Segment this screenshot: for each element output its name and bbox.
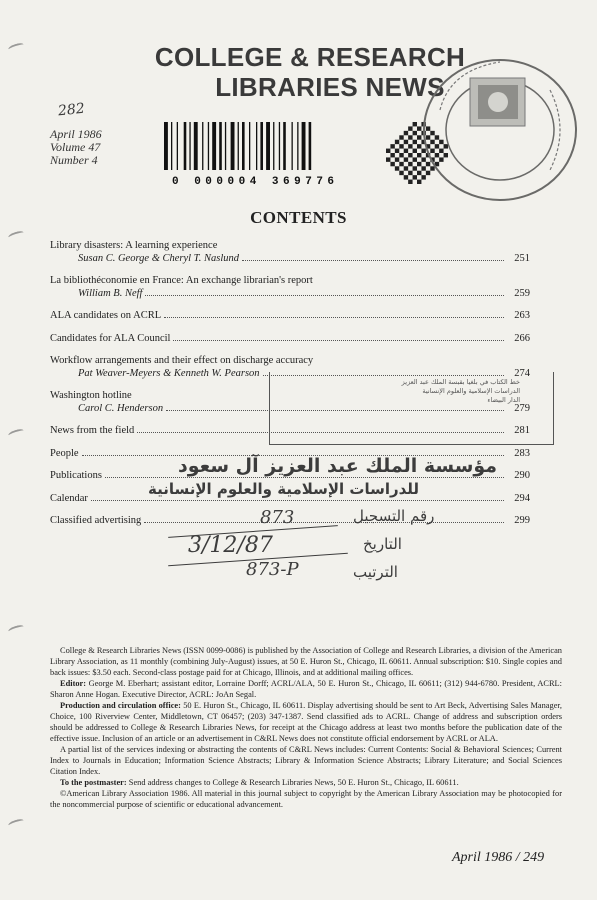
imprint-indexing: A partial list of the services indexing or abstracting the contents of C&RL News includes: Current Contents: Social & Behavioral Sciences; Current Index to Journals in Education; Information Science Abstracts; Library & Information Science Abstracts; Library Literature; and Social Sciences Citation Index. [50, 745, 562, 776]
stamp-label-order: الترتيب [353, 563, 398, 581]
stamp-institution-line2: للدراسات الإسلامية والعلوم الإنسانية [148, 480, 420, 498]
toc-title: ALA candidates on ACRL [50, 310, 162, 321]
toc-author: William B. Neff [78, 287, 143, 299]
toc-title: Publications [50, 470, 102, 481]
binding-hole [7, 624, 24, 635]
barcode-bar [164, 122, 168, 170]
toc-page: 290 [514, 470, 530, 481]
toc-page: 294 [514, 492, 530, 504]
barcode-bar [292, 122, 293, 170]
toc-entry[interactable] [50, 333, 530, 346]
handwritten-number: 282 [57, 100, 86, 120]
checker-square [395, 149, 399, 153]
imprint-copyright: ©American Library Association 1986. All material in this journal subject to copyright by the American Library Association may be photocopied for the noncommercial purpose of scientific or educational advancement. [50, 789, 562, 809]
checker-square [395, 157, 399, 161]
barcode [160, 120, 370, 180]
checker-square [404, 175, 408, 179]
barcode-bar [184, 122, 187, 170]
imprint-block [50, 645, 562, 810]
barcode-bar [238, 122, 239, 170]
barcode-bar [260, 122, 263, 170]
barcode-bar [266, 122, 270, 170]
checker-square [386, 149, 390, 153]
barcode-bar [219, 122, 222, 170]
checker-square [399, 171, 403, 175]
toc-title: Workflow arrangements and their effect on discharge accuracy [50, 355, 314, 366]
issue-number: Number 4 [50, 153, 98, 167]
toc-entry[interactable] [50, 275, 530, 300]
toc-title: People [50, 447, 79, 459]
registration-stamp [148, 455, 498, 605]
barcode-bar [256, 122, 257, 170]
toc-title: La bibliothéconomie en France: An exchange librarian's report [50, 275, 313, 286]
barcode-bar [273, 122, 274, 170]
checker-square [390, 144, 394, 148]
toc-page: 299 [514, 515, 530, 526]
binding-hole [7, 42, 24, 53]
checker-square [386, 157, 390, 161]
binding-hole [7, 230, 24, 241]
barcode-bar [212, 122, 216, 170]
toc-page: 279 [514, 402, 530, 414]
barcode-bar [189, 122, 190, 170]
issue-date: April 1986 [50, 127, 102, 141]
masthead-line2: LIBRARIES NEWS [215, 72, 445, 102]
barcode-bar [297, 122, 298, 170]
toc-page: 266 [514, 332, 530, 344]
checker-square [404, 166, 408, 170]
toc-title: Library disasters: A learning experience [50, 240, 218, 251]
barcode-bar [225, 122, 226, 170]
checker-square [399, 135, 403, 139]
barcode-bar [194, 122, 198, 170]
checker-square [399, 162, 403, 166]
toc-page: 251 [514, 252, 530, 264]
toc-page: 281 [514, 425, 530, 436]
toc-title: News from the field [50, 425, 135, 436]
barcode-digits: 0 000004 369776 [172, 176, 339, 188]
toc-author: Susan C. George & Cheryl T. Naslund [78, 252, 240, 264]
contents-heading: CONTENTS [250, 208, 347, 227]
toc-page: 263 [514, 310, 530, 321]
toc-title: Calendar [50, 492, 88, 504]
page-footer: April 1986 / 249 [452, 850, 545, 865]
toc-author: Pat Weaver-Meyers & Kenneth W. Pearson [78, 367, 260, 379]
stamp-order-value: 873-P [246, 559, 299, 580]
issue-volume: Volume 47 [50, 140, 101, 154]
stamp-label-date: التاريخ [363, 535, 402, 553]
stamp-label-registration: رقم التسجيل [353, 507, 435, 525]
stamp-institution-line1: مؤسسة الملك عبد العزيز آل سعود [178, 455, 498, 477]
toc-title: Washington hotline [50, 390, 132, 401]
barcode-bar [231, 122, 235, 170]
barcode-bar [171, 122, 172, 170]
barcode-bar [302, 122, 306, 170]
checker-square [390, 153, 394, 157]
stamp-registration-value: 873 [260, 507, 295, 528]
imprint-editor: Editor: George M. Eberhart; assistant editor, Lorraine Dorff; ACRL/ALA, 50 E. Huron St., Chicago, IL 60611; (312) 944-6780. President, ACRL: Sharon Anne Hogan. Executive Director, ACRL: JoAn Segal. [50, 679, 562, 699]
masthead-line1: COLLEGE & RESEARCH [154, 42, 466, 72]
binding-hole [7, 428, 24, 439]
toc-entry[interactable] [50, 240, 530, 265]
barcode-bar [309, 122, 312, 170]
toc-author: Carol C. Henderson [78, 402, 164, 414]
barcode-bar [242, 122, 245, 170]
checker-square [395, 166, 399, 170]
barcode-bar [208, 122, 209, 170]
barcode-bar [249, 122, 250, 170]
checker-square [404, 131, 408, 135]
imprint-production: Production and circulation office: 50 E. Huron St., Chicago, IL 60611. Display advertising should be sent to Art Beck, Advertising Sales Manager, Choice, 100 Riverview Center, Middletown, CT 06457; (203) 347-1387. Send classified ads to ACRL. Change of address and subscription orders should be addressed to College & Research Libraries News, for receipt at the Chicago address at least two months before the publication date of the effective issue. Inclusion of an article or an advertisement in C&RL News does not constitute official endorsement by ACRL or ALA. [50, 701, 562, 743]
checker-square [395, 140, 399, 144]
binding-hole [7, 818, 24, 829]
checker-square [390, 162, 394, 166]
toc-title: Classified advertising [50, 515, 142, 526]
checker-square [404, 157, 408, 161]
toc-page: 259 [514, 287, 530, 299]
imprint-publication: College & Research Libraries News (ISSN 0099-0086) is published by the Association of College and Research Libraries, a division of the American Library Association, as 11 monthly (combining July-August) issues, at 50 E. Huron St., Chicago, IL 60611. Annual subscription: $10. Single copies and back issues: $3.50 each. Second-class postage paid for at Chicago, Illinois, and at additional mailing offices. [50, 646, 562, 677]
checker-square [404, 149, 408, 153]
toc-title: Candidates for ALA Council [50, 332, 171, 344]
imprint-postmaster: To the postmaster: Send address changes to College & Research Libraries News, 50 E. Huron St., Chicago, IL 60611. [60, 778, 459, 787]
checker-square [399, 153, 403, 157]
library-seal-stamp [410, 50, 580, 210]
checker-square [399, 144, 403, 148]
toc-page: 283 [514, 447, 530, 459]
barcode-bar [279, 122, 280, 170]
barcode-bar [202, 122, 203, 170]
stamp-date-value: 3/12/87 [188, 533, 273, 558]
barcode-bar [177, 122, 178, 170]
toc-page: 274 [514, 367, 530, 379]
toc-entry[interactable] [50, 310, 530, 323]
issue-info [50, 128, 102, 167]
library-box-stamp-text: خط الكتاب في بلغيا بقبسة الملك عبد العزيز الدراسات الإسلامية والعلوم الإنسانية الدار البيضاء [401, 378, 520, 404]
barcode-bar [283, 122, 286, 170]
checker-square [404, 140, 408, 144]
